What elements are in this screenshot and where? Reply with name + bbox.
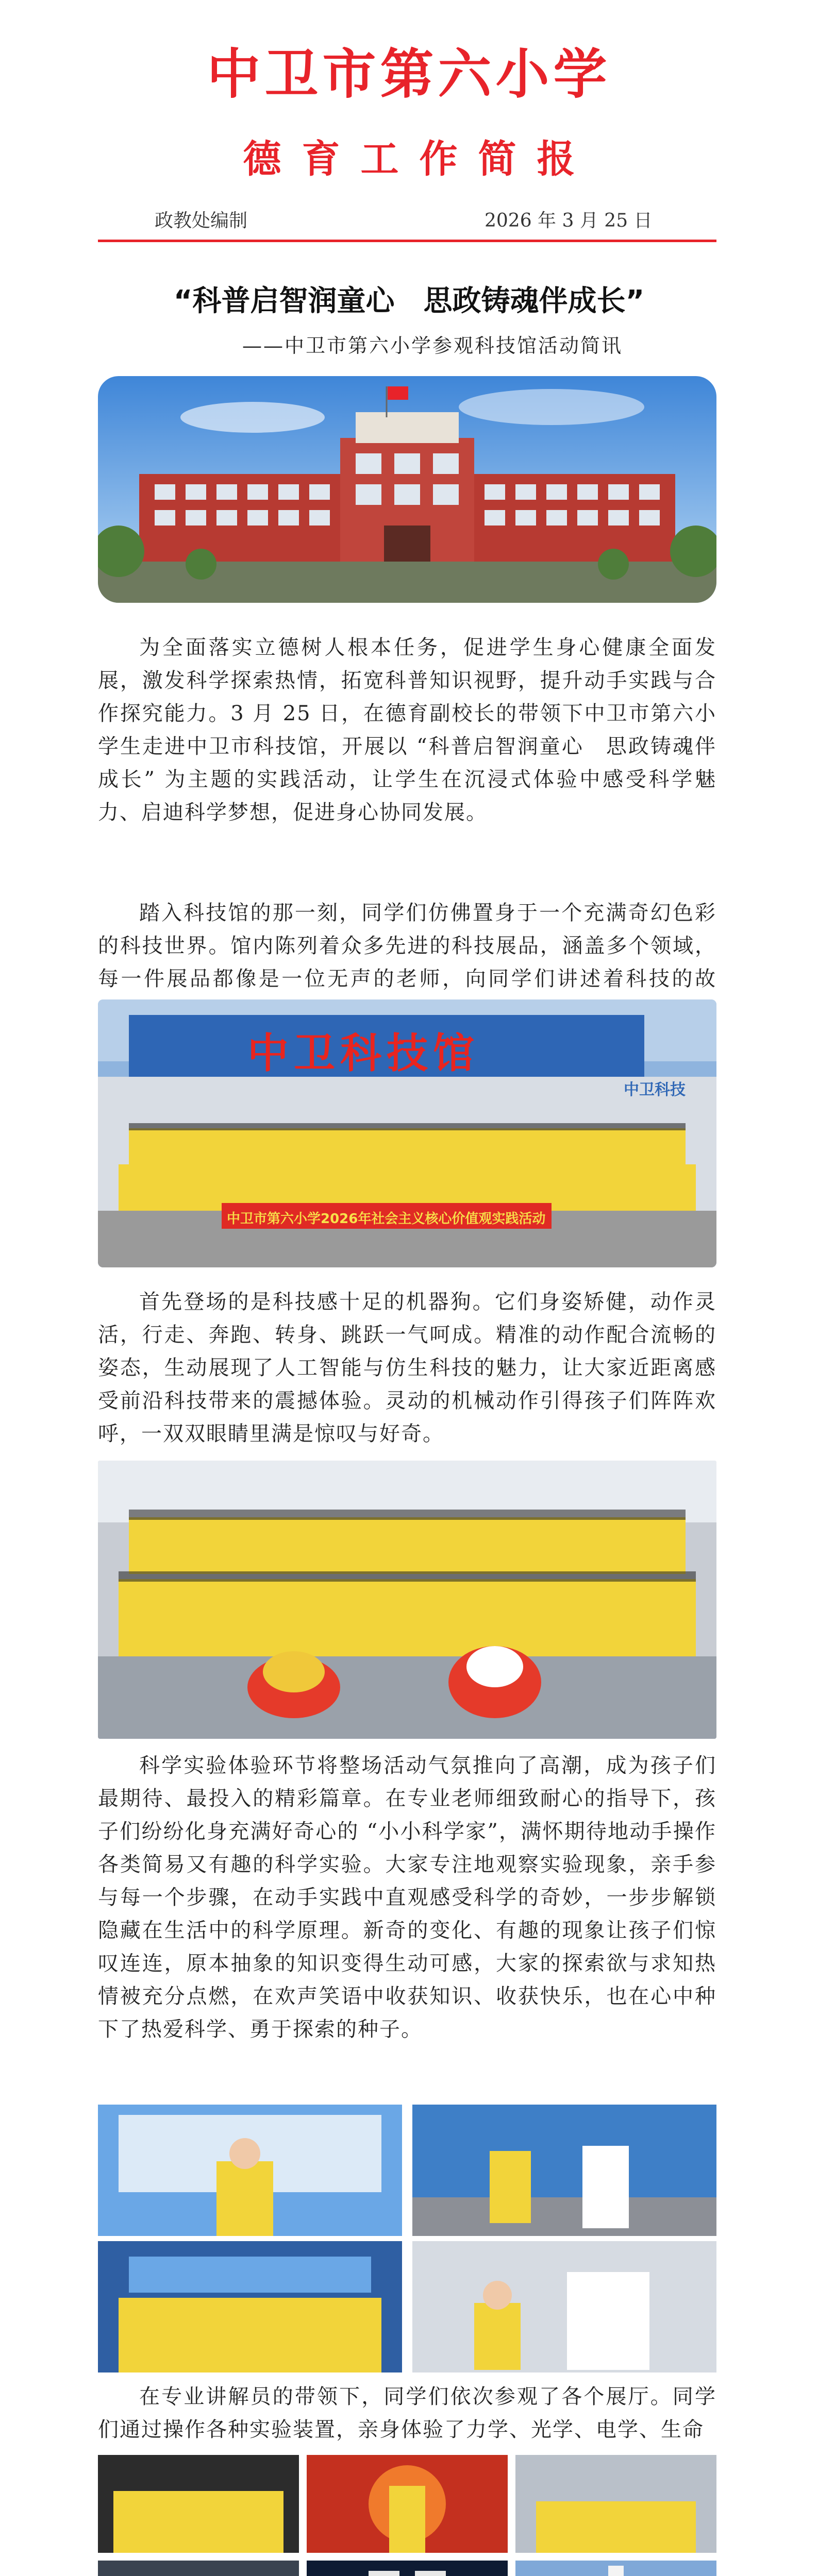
- museum-sign-right: 中卫科技: [624, 1081, 686, 1099]
- experiment-photo-2: [412, 2105, 716, 2236]
- issue-date: 2026 年 3 月 25 日: [485, 210, 653, 231]
- exhibit-photo-1: [98, 2455, 299, 2553]
- experiment-photo-3: [98, 2241, 402, 2372]
- article-title: “科普启智润童心 思政铸魂伴成长”: [173, 284, 645, 318]
- museum-group-photo: [98, 999, 716, 1267]
- newsletter-name: 德育工作简报: [243, 137, 596, 181]
- newsletter-school-name: 中卫市第六小学: [207, 43, 611, 106]
- robot-dog-photo: [98, 1461, 716, 1739]
- experiment-illustration-1: [98, 2105, 402, 2236]
- article-subtitle: ——中卫市第六小学参观科技馆活动简讯: [242, 334, 623, 357]
- exhibit-illustration-3: [515, 2455, 716, 2553]
- exhibit-photo-5: [307, 2561, 508, 2576]
- exhibit-photo-6: [515, 2561, 716, 2576]
- school-building-illustration: [98, 376, 716, 603]
- paragraph-experiment: 科学实验体验环节将整场活动气氛推向了高潮，成为孩子们最期待、最投入的精彩篇章。在专业老师细致耐心的指导下，孩子们纷纷化身充满好奇心的 “小小科学家”，满怀期待地动手操作各类简易又有趣的科学实验。大家专注地观察实验现象，亲手参与每一个步骤，在动手实践中直观感受科学的奇妙，一步步解锁隐藏在生活中的科学原理。新奇的变化、有趣的现象让孩子们惊叹连连，原本抽象的知识变得生动可感，大家的探索欲与求知热情被充分点燃，在欢声笑语中收获知识、收获快乐，也在心中种下了热爱科学、勇于探索的种子。: [98, 1754, 716, 2041]
- experiment-photo-1: [98, 2105, 402, 2236]
- exhibit-illustration-1: [98, 2455, 299, 2553]
- paragraph-intro: 为全面落实立德树人根本任务，促进学生身心健康全面发展，激发科学探索热情，拓宽科普知识视野，提升动手实践与合作探究能力。3 月 25 日，在德育副校长的带领下中卫市第六小学生走进中卫市科技馆，开展以 “科普启智润童心 思政铸魂伴成长” 为主题的实践活动，让学生在沉浸式体验中感受科学魅力、启迪科学梦想，促进身心协同发展。: [98, 636, 716, 824]
- header-divider: [98, 240, 716, 242]
- exhibit-illustration-5: [307, 2561, 508, 2576]
- experiment-illustration-4: [412, 2241, 716, 2372]
- experiment-illustration-2: [412, 2105, 716, 2236]
- exhibit-photo-2: [307, 2455, 508, 2553]
- activity-banner-text: 中卫市第六小学2026年社会主义核心价值观实践活动: [227, 1211, 546, 1227]
- experiment-illustration-3: [98, 2241, 402, 2372]
- exhibit-photo-3: [515, 2455, 716, 2553]
- exhibit-illustration-6: [515, 2561, 716, 2576]
- exhibit-illustration-4: [98, 2561, 299, 2576]
- experiment-photo-4: [412, 2241, 716, 2372]
- exhibit-illustration-2: [307, 2455, 508, 2553]
- exhibit-photo-4: [98, 2561, 299, 2576]
- paragraph-museum-entry: 踏入科技馆的那一刻，同学们仿佛置身于一个充满奇幻色彩的科技世界。馆内陈列着众多先进的科技展品，涵盖多个领域，每一件展品都像是一位无声的老师，向同学们讲述着科技的故: [98, 901, 716, 991]
- paragraph-exhibits-a: 在专业讲解员的带领下，同学们依次参观了各个展厅。同学们通过操作各种实验装置，亲身体验了力学、光学、电学、生命: [98, 2385, 716, 2442]
- paragraph-robot-dog: 首先登场的是科技感十足的机器狗。它们身姿矫健，动作灵活，行走、奔跑、转身、跳跃一气呵成。精准的动作配合流畅的姿态，生动展现了人工智能与仿生科技的魅力，让大家近距离感受前沿科技带来的震撼体验。灵动的机械动作引得孩子们阵阵欢呼，一双双眼睛里满是惊叹与好奇。: [98, 1290, 716, 1446]
- museum-sign-text: 中卫科技馆: [247, 1029, 479, 1077]
- editor-label: 政教处编制: [155, 210, 248, 231]
- school-building-photo: [98, 376, 716, 603]
- robot-dog-illustration: [98, 1461, 716, 1739]
